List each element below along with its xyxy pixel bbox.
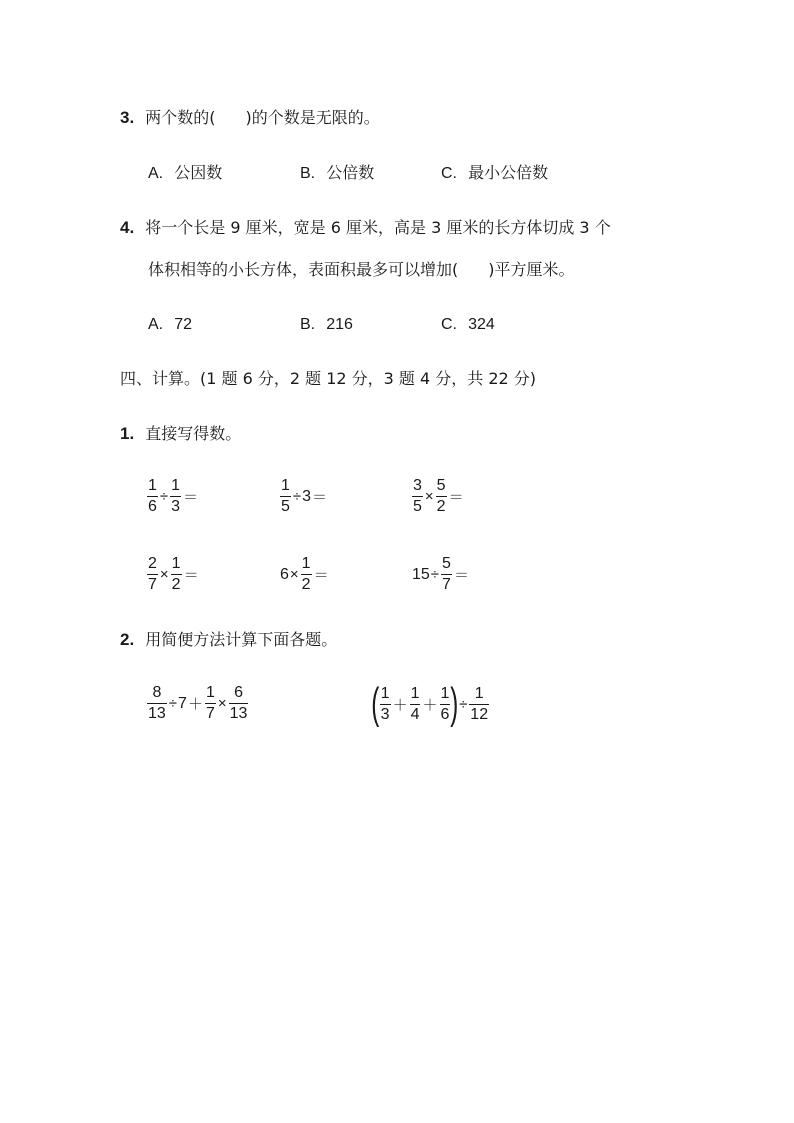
denominator: 7 [442,576,451,593]
calc2-number: 2. [120,630,135,649]
fraction-bar [410,704,421,705]
fraction [411,477,424,516]
q4-line2-after: )平方厘米。 [488,260,575,279]
right-parenthesis: ) [450,679,459,728]
fraction-bar [440,704,451,705]
calc1-item-1 [146,477,199,516]
numerator: 1 [148,477,157,494]
integer-operand: 15 [412,565,430,583]
calc1-item-6 [412,555,470,594]
equals-sign: ＝ [312,489,328,506]
option-text: 最小公倍数 [468,163,549,182]
q3-number: 3. [120,108,135,127]
fraction [204,684,217,723]
fraction [146,555,159,594]
fraction-bar [412,496,423,497]
denominator: 13 [229,705,248,722]
operator: ＋ [187,696,203,713]
denominator: 3 [380,705,390,723]
operator: ÷ [168,695,178,712]
operator: ＋ [392,696,408,714]
numerator: 1 [171,555,181,572]
numerator: 1 [474,684,484,702]
q3-text-before: 两个数的( [145,108,216,127]
fraction-bar [147,574,158,575]
equals-sign: ＝ [453,567,469,584]
fraction [379,685,392,724]
denominator: 2 [171,576,181,593]
option-text: 216 [326,316,353,333]
numerator: 5 [436,477,446,494]
fraction-bar [229,703,249,704]
numerator: 1 [410,684,420,702]
left-parenthesis: ( [371,679,380,728]
q4-line2-before: 体积相等的小长方体，表面积最多可以增加( [148,260,459,279]
integer-operand: 7 [178,694,187,712]
fraction [228,684,250,723]
calc1-item-3 [411,477,465,516]
q4-stem-line2 [148,260,575,280]
operator: × [217,695,227,712]
equals-sign: ＝ [183,489,199,506]
fraction [170,555,183,594]
numerator: 8 [152,684,162,701]
calc2-title-row [120,630,337,650]
calc2-title: 用简便方法计算下面各题。 [145,630,338,649]
fraction-bar [380,704,391,705]
option-text: 72 [174,316,193,333]
numerator: 1 [380,684,390,702]
denominator: 4 [410,705,420,723]
denominator: 5 [281,498,290,515]
fraction-bar [301,574,312,575]
numerator: 1 [171,477,181,494]
fraction-bar [469,704,489,705]
fraction [169,477,182,516]
fraction-bar [205,703,216,704]
fraction [146,684,168,723]
calc1-item-4 [146,555,200,594]
section4-heading: 四、计算。(1 题 6 分，2 题 12 分，3 题 4 分，共 22 分) [120,369,537,388]
calc2-expression-1 [146,684,249,723]
q4-option-c[interactable] [441,314,495,335]
calc1-title: 直接写得数。 [145,424,242,443]
q3-stem [120,108,380,128]
fraction-bar [147,496,158,497]
denominator: 3 [171,498,181,515]
q4-number: 4. [120,218,135,237]
numerator: 1 [440,684,450,702]
option-text: 公因数 [174,163,223,182]
fraction-bar [280,496,291,497]
integer-operand: 6 [280,565,289,583]
numerator: 1 [205,684,215,701]
numerator: 3 [413,477,422,494]
operator: ＋ [422,696,438,714]
q4-stem-line1 [120,218,611,238]
operator: ÷ [430,566,440,583]
operator: ÷ [159,488,169,505]
equals-sign: ＝ [183,567,199,584]
numerator: 5 [442,555,451,572]
operator: × [289,566,299,583]
option-letter: B. [300,316,316,333]
numerator: 1 [281,477,290,494]
denominator: 12 [470,705,489,723]
denominator: 6 [148,498,157,515]
denominator: 6 [440,705,450,723]
denominator: 2 [301,576,311,593]
calc1-item-2 [279,477,328,516]
option-letter: C. [441,165,457,182]
q3-option-a[interactable] [148,163,222,184]
equals-sign: ＝ [313,567,329,584]
fraction [279,477,292,516]
q4-option-a[interactable] [148,314,192,335]
option-text: 公倍数 [326,163,375,182]
option-letter: B. [300,165,316,182]
fraction [468,685,490,724]
operator: × [424,488,434,505]
fraction-bar [436,496,447,497]
denominator: 7 [205,705,215,722]
operator: ÷ [292,488,302,505]
denominator: 7 [148,576,157,593]
calc1-item-5 [280,555,330,594]
operator: × [159,566,169,583]
fraction-bar [171,574,182,575]
fraction [409,685,422,724]
fraction [300,555,313,594]
option-letter: C. [441,316,457,333]
q4-line1: 将一个长是 9 厘米，宽是 6 厘米，高是 3 厘米的长方体切成 3 个 [145,218,611,237]
integer-operand: 3 [302,487,312,505]
calc2-expression-2 [371,679,490,728]
equals-sign: ＝ [448,489,464,506]
fraction-bar [170,496,181,497]
option-text: 324 [468,316,495,333]
fraction-bar [441,574,452,575]
q3-text-after: )的个数是无限的。 [245,108,380,127]
numerator: 6 [234,684,243,701]
fraction [435,477,448,516]
numerator: 2 [148,555,157,572]
q4-option-b[interactable] [300,314,353,335]
option-letter: A. [148,165,164,182]
operator: ÷ [459,695,468,713]
calc1-title-row [120,424,241,444]
option-letter: A. [148,316,164,333]
denominator: 2 [436,498,446,515]
fraction [440,555,453,594]
calc1-number: 1. [120,424,135,443]
denominator: 5 [413,498,422,515]
q3-option-b[interactable] [300,163,374,184]
q3-option-c[interactable] [441,163,548,184]
fraction-bar [147,703,167,704]
fraction [146,477,159,516]
denominator: 13 [148,705,166,722]
numerator: 1 [301,555,311,572]
